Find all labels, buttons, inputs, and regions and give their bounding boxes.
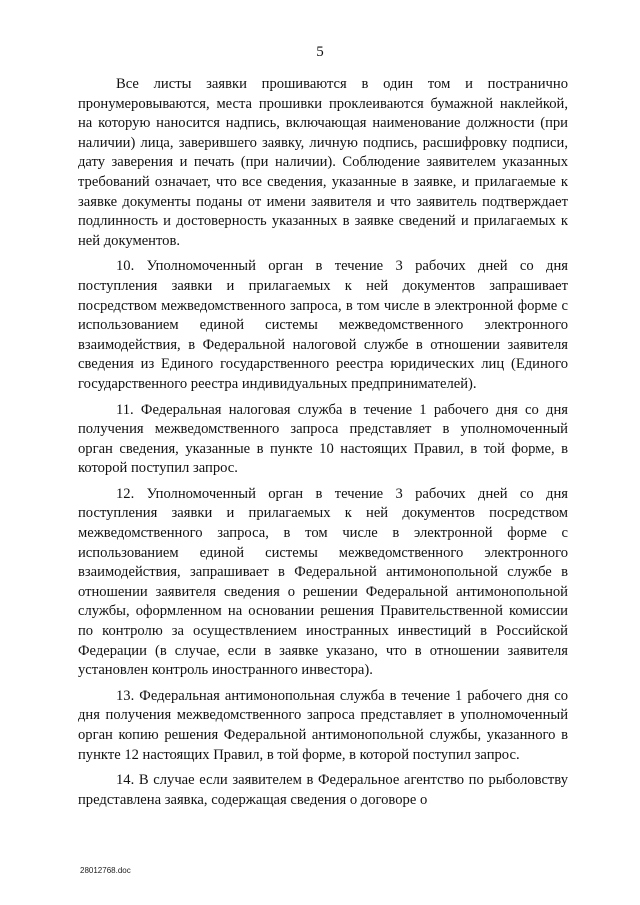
page-number: 5 bbox=[316, 44, 324, 60]
paragraph-14: 14. В случае если заявителем в Федеральное агентство по рыболовству представлена заявка, содержащая сведения о договоре о bbox=[78, 772, 568, 808]
paragraph-13: 13. Федеральная антимонопольная служба в течение 1 рабочего дня со дня получения межведомственного запроса представляет в уполномоченный орган копию решения Федеральной антимонопольной службы, указанного в пункте 12 настоящих Правил, в той форме, в которой поступил запрос. bbox=[78, 687, 568, 763]
paragraph-10: 10. Уполномоченный орган в течение 3 рабочих дней со дня поступления заявки и прилагаемых к ней документов запрашивает посредством межведомственного запроса, в том числе в электронной форме с использованием единой системы межведомственного электронного взаимодействия, в Федеральной налоговой службе в отношении заявителя сведения из Единого государственного реестра юридических лиц (Единого государственного реестра индивидуальных предпринимателей). bbox=[78, 258, 568, 392]
footer-filename: 28012768.doc bbox=[80, 866, 131, 875]
document-body bbox=[78, 75, 568, 816]
paragraph-11: 11. Федеральная налоговая служба в течение 1 рабочего дня со дня получения межведомственного запроса представляет в уполномоченный орган сведения, указанные в пункте 10 настоящих Правил, в той форме, в которой поступил запрос. bbox=[78, 401, 568, 477]
paragraph-sheets-binding: Все листы заявки прошиваются в один том и постранично пронумеровываются, места прошивки проклеиваются бумажной наклейкой, на которую наносится надпись, включающая наименование должности (при наличии) лица, заверившего заявку, личную подпись, расшифровку подписи, дату заверения и печать (при наличии). Соблюдение заявителем указанных требований означает, что все сведения, указанные в заявке, и прилагаемые к заявке документы поданы от имени заявителя и что заявитель подтверждает подлинность и достоверность указанных в заявке сведений и прилагаемых к ней документов. bbox=[78, 76, 568, 249]
paragraph-12: 12. Уполномоченный орган в течение 3 рабочих дней со дня поступления заявки и прилагаемых к ней документов посредством межведомственного запроса, в том числе в электронной форме с использованием единой системы межведомственного электронного взаимодействия, запрашивает в Федеральной антимонопольной службе в отношении заявителя сведения о решении Федеральной антимонопольной службы, оформленном на основании решения Правительственной комиссии по контролю за осуществлением иностранных инвестиций в Российской Федерации (в случае, если в заявке указано, что в отношении заявителя установлен контроль иностранного инвестора). bbox=[78, 485, 568, 679]
